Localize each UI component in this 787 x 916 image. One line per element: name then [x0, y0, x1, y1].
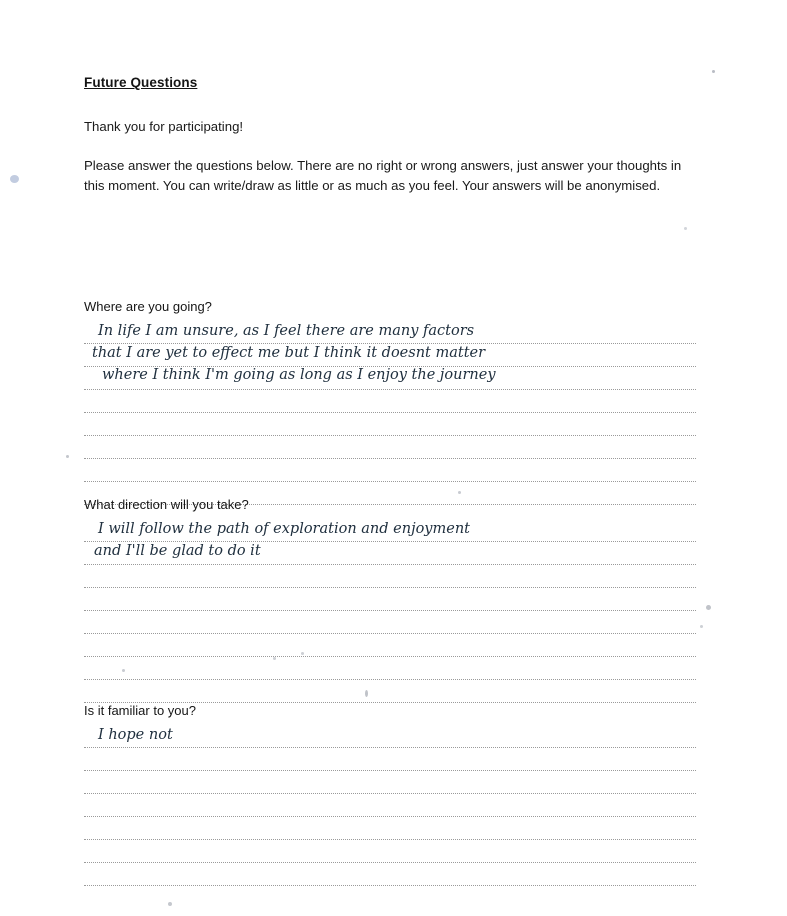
- instructions-paragraph: Please answer the questions below. There are no right or wrong answers, just answer your thoughts in this moment. You can write/draw as little or as much as you feel. Your answers will be anonymised.: [84, 158, 682, 193]
- answer-line[interactable]: [84, 771, 696, 794]
- question-block-2: [84, 497, 696, 703]
- answer-line[interactable]: [84, 657, 696, 680]
- handwriting-line: and I'll be glad to do it: [94, 543, 261, 559]
- answer-line[interactable]: [84, 565, 696, 588]
- answer-line[interactable]: [84, 634, 696, 657]
- question-block-1: [84, 299, 696, 505]
- thanks-paragraph: Thank you for participating!: [84, 119, 244, 134]
- answer-lines-2: [84, 519, 696, 703]
- answer-line[interactable]: [84, 367, 696, 390]
- answer-line[interactable]: [84, 817, 696, 840]
- answer-line[interactable]: [84, 413, 696, 436]
- scan-speck: [66, 455, 69, 458]
- handwriting-line: I hope not: [98, 727, 173, 743]
- answer-lines-3: [84, 725, 696, 886]
- answer-line[interactable]: [84, 794, 696, 817]
- scan-speck: [700, 625, 703, 628]
- answer-line[interactable]: [84, 542, 696, 565]
- answer-line[interactable]: [84, 840, 696, 863]
- question-block-3: [84, 703, 696, 886]
- page-title: Future Questions: [84, 75, 198, 90]
- handwriting-line: In life I am unsure, as I feel there are many factors: [98, 323, 475, 339]
- answer-line[interactable]: [84, 725, 696, 748]
- answer-line[interactable]: [84, 390, 696, 413]
- answer-line[interactable]: [84, 436, 696, 459]
- handwriting-line: I will follow the path of exploration and enjoyment: [98, 521, 470, 537]
- answer-line[interactable]: [84, 748, 696, 771]
- handwriting-line: that I are yet to effect me but I think it doesnt matter: [92, 345, 486, 361]
- scan-speck: [706, 605, 711, 610]
- answer-line[interactable]: [84, 321, 696, 344]
- question-label-1: Where are you going?: [84, 299, 212, 314]
- answer-line[interactable]: [84, 344, 696, 367]
- question-label-3: Is it familiar to you?: [84, 703, 196, 718]
- answer-lines-1: [84, 321, 696, 505]
- question-label-2: What direction will you take?: [84, 497, 249, 512]
- answer-line[interactable]: [84, 680, 696, 703]
- answer-line[interactable]: [84, 588, 696, 611]
- scan-speck: [684, 227, 687, 230]
- handwriting-line: where I think I'm going as long as I enjoy the journey: [102, 367, 496, 383]
- answer-line[interactable]: [84, 459, 696, 482]
- scan-speck: [712, 70, 715, 73]
- answer-line[interactable]: [84, 863, 696, 886]
- answer-line[interactable]: [84, 519, 696, 542]
- scan-speck: [10, 175, 19, 183]
- answer-line[interactable]: [84, 611, 696, 634]
- scan-speck: [168, 902, 172, 906]
